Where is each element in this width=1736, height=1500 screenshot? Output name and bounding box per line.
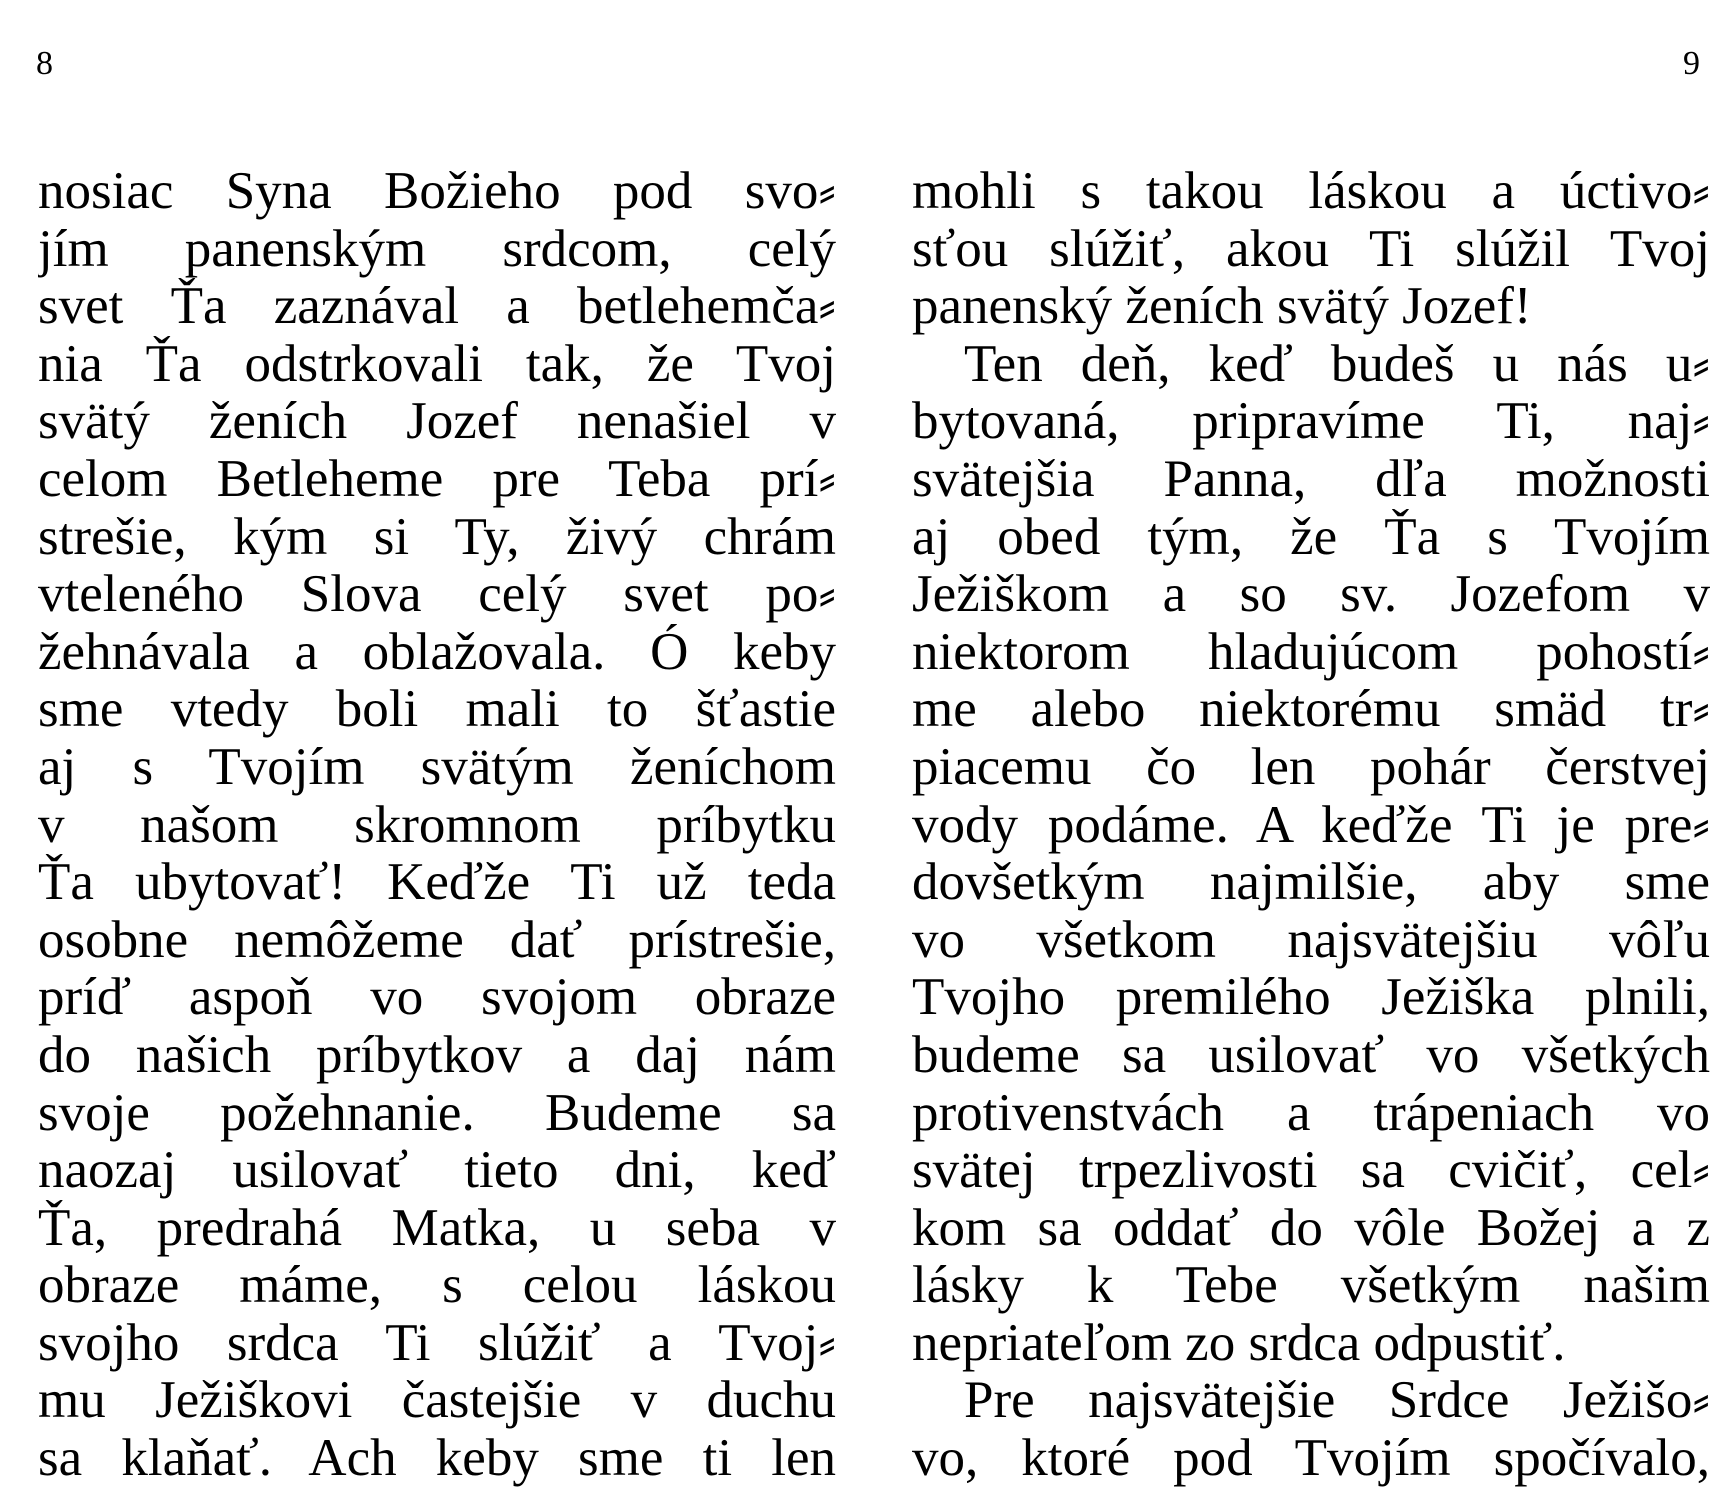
text-line: aj obed tým, že Ťa s Tvojím [912,508,1710,566]
text-line: do našich príbytkov a daj nám [38,1026,836,1084]
text-line: vody podáme. A keďže Ti je pre⸗ [912,796,1710,854]
text-line: nia Ťa odstrkovali tak, že Tvoj [38,335,836,393]
text-line: dovšetkým najmilšie, aby sme [912,854,1710,912]
right-page [868,0,1736,1500]
text-line: budeme sa usilovať vo všetkých [912,1026,1710,1084]
text-line: me alebo niektorému smäd tr⸗ [912,681,1710,739]
text-line: panenský ženích svätý Jozef! [912,278,1532,336]
text-line: príď aspoň vo svojom obraze [38,969,836,1027]
text-line: celom Betleheme pre Teba prí⸗ [38,450,836,508]
text-line: mu Ježiškovi častejšie v duchu [38,1372,836,1430]
text-line: protivenstvách a trápeniach vo [912,1084,1710,1142]
text-line: jím panenským srdcom, celý [38,220,836,278]
text-line: Tvojho premilého Ježiška plnili, [912,969,1710,1027]
text-line: nosiac Syna Božieho pod svo⸗ [38,163,836,220]
text-line: Ťa, predrahá Matka, u seba v [38,1199,836,1257]
text-line: naozaj usilovať tieto dni, keď [38,1142,836,1200]
right-page-text [912,163,1710,1488]
text-line: sa klaňať. Ach keby sme ti len [38,1430,836,1488]
page-number-right: 9 [1683,45,1700,82]
text-line: piacemu čo len pohár čerstvej [912,738,1710,796]
text-line: vteleného Slova celý svet po⸗ [38,566,836,624]
text-line: kom sa oddať do vôle Božej a z [912,1199,1710,1257]
text-line: Ťa ubytovať! Keďže Ti už teda [38,854,836,912]
text-line: niektorom hladujúcom pohostí⸗ [912,623,1710,681]
text-line: nepriateľom zo srdca odpustiť. [912,1314,1566,1372]
text-line: sme vtedy boli mali to šťastie [38,681,836,739]
page-number-left: 8 [36,45,53,82]
text-line: Pre najsvätejšie Srdce Ježišo⸗ [964,1372,1710,1430]
left-page-text [38,163,836,1488]
text-line: osobne nemôžeme dať prístrešie, [38,911,836,969]
text-line: aj s Tvojím svätým ženíchom [38,738,836,796]
text-line: vo všetkom najsvätejšiu vôľu [912,911,1710,969]
text-line: v našom skromnom príbytku [38,796,836,854]
text-line: strešie, kým si Ty, živý chrám [38,508,836,566]
text-line: lásky k Tebe všetkým našim [912,1257,1710,1315]
text-line: svätý ženích Jozef nenašiel v [38,393,836,451]
text-line: mohli s takou láskou a úctivo⸗ [912,163,1710,220]
text-line: Ježiškom a so sv. Jozefom v [912,566,1710,624]
text-line: bytovaná, pripravíme Ti, naj⸗ [912,393,1710,451]
text-line: svoje požehnanie. Budeme sa [38,1084,836,1142]
text-line: Ten deň, keď budeš u nás u⸗ [964,335,1710,393]
text-line: vo, ktoré pod Tvojím spočívalo, [912,1430,1710,1488]
text-line: sťou slúžiť, akou Ti slúžil Tvoj [912,220,1710,278]
text-line: svätejšia Panna, dľa možnosti [912,450,1710,508]
text-line: obraze máme, s celou láskou [38,1257,836,1315]
text-line: žehnávala a oblažovala. Ó keby [38,623,836,681]
text-line: svet Ťa zaznával a betlehemča⸗ [38,278,836,336]
text-line: svätej trpezlivosti sa cvičiť, cel⸗ [912,1142,1710,1200]
text-line: svojho srdca Ti slúžiť a Tvoj⸗ [38,1314,836,1372]
